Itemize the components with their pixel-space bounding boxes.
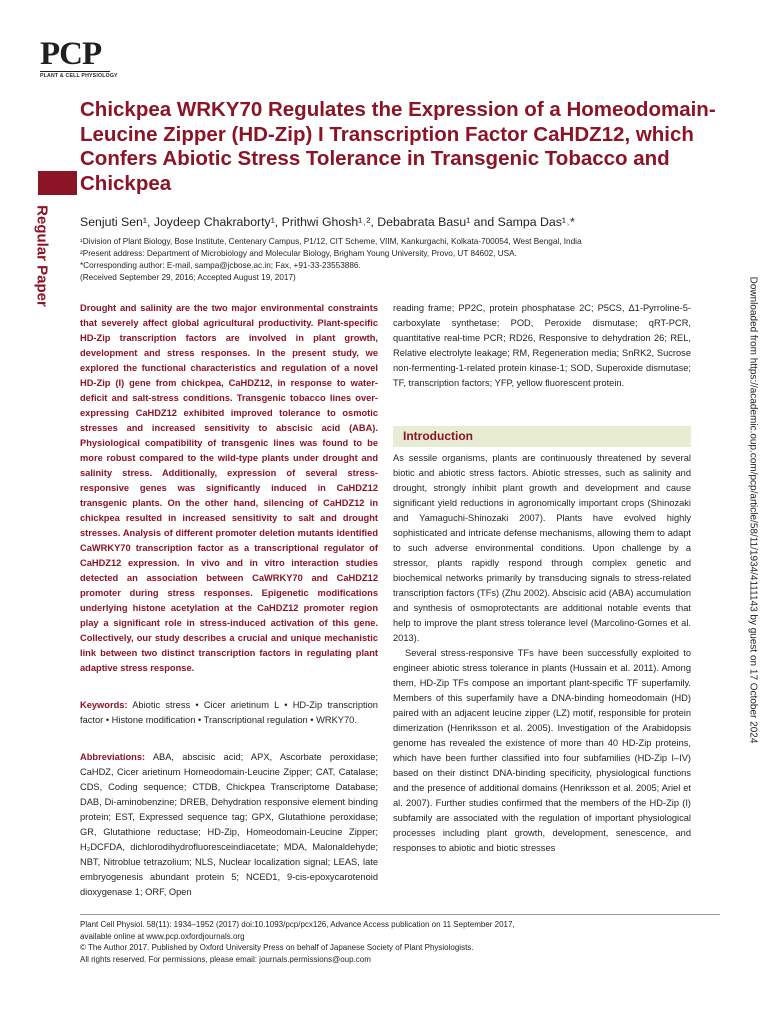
abbreviations-label: Abbreviations:	[80, 752, 146, 762]
affiliation-1: ¹Division of Plant Biology, Bose Institute, Centenary Campus, P1/12, CIT Scheme, VIIM, Kankurgachi, Kolkata-700054, West Bengal, India	[80, 237, 582, 246]
intro-paragraph-1: As sessile organisms, plants are continuously threatened by several biotic and abiotic stress factors. Abiotic stresses, such as salinity and drought, strongly inhibit plant growth and development and cause significant yield reductions in agronomically important crops (Shinozaki and Yamaguchi-Shinozaki 2007). Plants have evolved highly sophisticated and intricate defense mechanisms, allowing them to adapt to such adverse environmental conditions. Upon challenge by a stressor, plants rapidly respond through complex genetic and biochemical networks primarily by transducing signals to stress-related transcription factors (TFs) (Zhu 2002). Abscisic acid (ABA) accumulation and synthesis of osmoprotectants are additional notable events that help to improve the plant stress tolerance level (Marcolino-Gomes et al. 2013).	[393, 453, 691, 644]
logo-subtitle: PLANT & CELL PHYSIOLOGY	[40, 73, 118, 79]
footer-copyright: © The Author 2017. Published by Oxford University Press on behalf of Japanese Society of Plant Physiologists.	[80, 943, 474, 952]
footer-citation: Plant Cell Physiol. 58(11): 1934–1952 (2017) doi:10.1093/pcp/pcx126, Advance Access publication on 11 September 2017,	[80, 920, 515, 929]
keywords-text: Abiotic stress • Cicer arietinum L • HD-Zip transcription factor • Histone modification • Transcriptional regulation • WRKY70.	[80, 700, 378, 725]
intro-paragraph-2: Several stress-responsive TFs have been successfully exploited to engineer abiotic stress tolerance in plants (Hussain et al. 2011). Among them, HD-Zip TFs compose an important plant-specific TF superfamily. Members of this superfamily have a DNA-binding homeodomain (HD) paired with an adjacent leucine zipper (LZ) motif, responsible for protein dimerization (Henriksson et al. 2005). Investigation of the Arabidopsis genome has revealed the existence of more than 40 HD-Zip proteins, which have been further classified into four subfamilies (HD-Zip I–IV) based on their distinct DNA-binding specificity, physiological functions and the presence of additional domains (Henriksson et al. 2005; Ariel et al. 2007). Further studies confirmed that the members of the HD-Zip (I) subfamily are associated with the regulation of important physiological processes including plant growth, development, senescence, and responses to abiotic and biotic stresses	[393, 648, 691, 854]
download-note: Downloaded from https://academic.oup.com/pcp/article/58/11/1934/4111143 by guest on 17 October 2024	[747, 276, 759, 744]
accent-bar	[38, 171, 77, 195]
abstract: Drought and salinity are the two major environmental constraints that severely affect global agricultural productivity. Plant-specific HD-Zip transcription factors are involved in plant growth, development and stress responses. In the present study, we explored the functional characteristics and regulation of a novel HD-Zip (I) gene from chickpea, CaHDZ12, in response to water-deficit and salt-stress conditions. Transgenic tobacco lines over-expressing CaHDZ12 exhibited improved tolerance to osmotic stresses and increased sensitivity to abscisic acid (ABA). Physiological compatibility of transgenic lines was found to be more robust compared to the wild-type plants under drought and salinity stress. Additionally, expression of several stress-responsive genes was significantly induced in CaHDZ12 transgenic plants. On the other hand, silencing of CaHDZ12 in chickpea resulted in increased sensitivity to salt and drought stresses. Analysis of different promoter deletion mutants identified CaWRKY70 transcription factor as a transcriptional regulator of CaHDZ12 expression. In vivo and in vitro interaction studies detected an association between CaWRKY70 and CaHDZ12 promoter during stress responses. Epigenetic modifications underlying histone acetylation at the CaHDZ12 promoter region play a significant role in stress-induced activation of this gene. Collectively, our study describes a crucial and unique mechanistic link between two distinct transcription factors in regulating plant adaptive stress response.	[80, 303, 378, 673]
footer-rights: All rights reserved. For permissions, please email: journals.permissions@oup.com	[80, 954, 371, 964]
corresponding-author: *Corresponding author: E-mail, sampa@jcbose.ac.in; Fax, +91-33-23553886.	[80, 261, 361, 271]
footer-online: available online at www.pcp.oxfordjournals.org	[80, 931, 245, 941]
affiliations	[80, 236, 720, 284]
keywords	[80, 698, 378, 728]
section-label: Regular Paper	[33, 205, 51, 307]
footer	[80, 919, 720, 965]
abbreviations-text: ABA, abscisic acid; APX, Ascorbate peroxidase; CaHDZ, Cicer arietinum Homeodomain-Leucine Zipper; CAT, Catalase; CDS, Coding sequence; CTDB, Chickpea Transcriptome Database; DAB, Di-aminobenzine; DREB, Dehydration responsive element binding protein; EST, Expressed sequence tag; GPX, Glutathione peroxidase; GR, Glutathione reductase; HD-Zip, Homeodomain-Leucine Zipper; H₂DCFDA, dichlorodihydrofluoresceindiacetate; MDA, Malonaldehyde; NBT, Nitroblue tetrazolium; NLS, Nuclear localization signal; LEAS, late embryogenesis abundant protein 5; NCED1, 9-cis-epoxycarotenoid dioxygenase 1; ORF, Open	[80, 752, 378, 897]
abbreviations-continued: reading frame; PP2C, protein phosphatase 2C; P5CS, Δ1-Pyrroline-5-carboxylate synthetase; POD, Peroxide dismutase; qRT-PCR, quantitative real-time PCR; RD26, Responsive to dehydration 26; REL, Relative electrolyte leakage; RM, Regeneration media; SnRK2, Sucrose non-fermenting-1-related protein kinase-1; SOD, Superoxide dismutase; TF, transcription factors; YFP, yellow fluorescent protein.	[393, 303, 691, 388]
affiliation-2: ²Present address: Department of Microbiology and Molecular Biology, Brigham Young University, Provo, UT 84602, USA.	[80, 249, 517, 259]
keywords-label: Keywords:	[80, 700, 128, 710]
footer-divider	[80, 914, 720, 915]
journal-logo	[40, 36, 118, 79]
received-dates: (Received September 29, 2016; Accepted August 19, 2017)	[80, 273, 296, 283]
abbreviations	[80, 750, 378, 900]
introduction-heading: Introduction	[393, 426, 691, 447]
author-list: Senjuti Sen¹, Joydeep Chakraborty¹, Prithwi Ghosh¹˒², Debabrata Basu¹ and Sampa Das¹˒*	[80, 215, 575, 229]
logo-mark: PCP	[40, 36, 102, 72]
introduction-body	[393, 451, 691, 856]
article-title: Chickpea WRKY70 Regulates the Expression of a Homeodomain-Leucine Zipper (HD-Zip) I Transcription Factor CaHDZ12, which Confers Abiotic Stress Tolerance in Transgenic Tobacco and Chickpea	[80, 98, 716, 195]
